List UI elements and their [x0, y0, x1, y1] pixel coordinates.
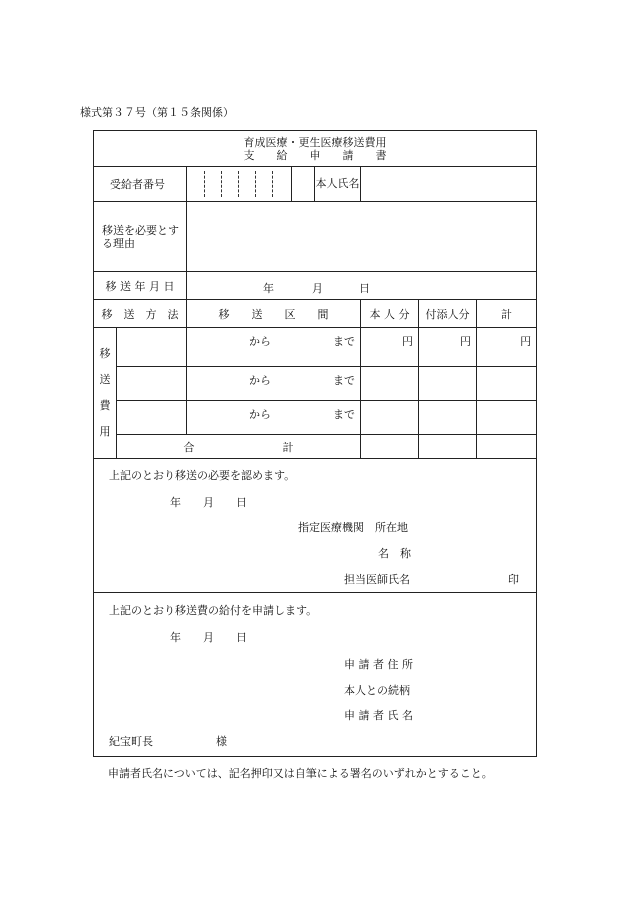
from-text: から: [249, 374, 271, 387]
total-amount-field[interactable]: [477, 401, 537, 435]
application-date[interactable]: 年 月 日: [170, 631, 247, 644]
total-amount-field[interactable]: [477, 367, 537, 401]
reason-field[interactable]: [187, 202, 537, 272]
form-number-label: 様式第３７号（第１５条関係）: [80, 106, 234, 119]
medical-certification-section: [94, 459, 537, 593]
section-field[interactable]: [187, 367, 361, 401]
name-label: 本人氏名: [314, 167, 360, 201]
application-section: [94, 593, 537, 757]
grand-total-attendant-field[interactable]: [419, 435, 477, 459]
grand-total-label: 合 計: [117, 435, 361, 459]
to-text: まで: [333, 374, 355, 387]
from-text: から: [249, 408, 271, 421]
transfer-date-label: 移 送 年 月 日: [94, 272, 187, 300]
from-text: から: [249, 335, 271, 348]
self-amount-field[interactable]: [361, 401, 419, 435]
recipient-number-check-box[interactable]: [291, 167, 314, 201]
form-title-line2: 支 給 申 請 書: [243, 148, 387, 162]
section-field[interactable]: [187, 401, 361, 435]
recipient-number-digit-boxes[interactable]: [187, 167, 291, 201]
seal-mark: 印: [508, 573, 519, 586]
method-field[interactable]: [117, 367, 187, 401]
grand-total-field[interactable]: [477, 435, 537, 459]
name-field[interactable]: [361, 167, 537, 202]
recipient-number-label: 受給者番号: [94, 167, 187, 202]
self-amount-field[interactable]: 円: [361, 328, 419, 367]
application-form-table: [93, 130, 537, 757]
attendant-amount-field[interactable]: [419, 401, 477, 435]
applicant-address-label: 申 請 者 住 所: [344, 658, 413, 671]
to-text: まで: [333, 408, 355, 421]
doctor-name-label: 担当医師氏名: [344, 573, 410, 586]
total-header: 計: [477, 300, 537, 328]
self-amount-field[interactable]: [361, 367, 419, 401]
reason-label: 移送を必要とする理由: [94, 202, 187, 272]
addressee-label: 紀宝町長: [109, 735, 153, 748]
date-year-label: 年: [263, 282, 274, 295]
attendant-amount-field[interactable]: [419, 367, 477, 401]
footnote: 申請者氏名については、記名押印又は自筆による署名のいずれかとすること。: [108, 767, 493, 780]
recipient-number-field[interactable]: [187, 167, 361, 202]
section-header: 移 送 区 間: [187, 300, 361, 328]
total-amount-field[interactable]: 円: [477, 328, 537, 367]
to-text: まで: [333, 335, 355, 348]
attendant-share-header: 付添人分: [419, 300, 477, 328]
certification-date[interactable]: 年 月 日: [170, 496, 247, 509]
method-header: 移 送 方 法: [94, 300, 187, 328]
relationship-label: 本人との続柄: [344, 684, 410, 697]
form-title: [94, 131, 537, 167]
honorific-label: 様: [216, 735, 227, 748]
transfer-date-field[interactable]: [187, 272, 537, 300]
application-statement: 上記のとおり移送費の給付を申請します。: [109, 604, 318, 617]
attendant-amount-field[interactable]: 円: [419, 328, 477, 367]
grand-total-self-field[interactable]: [361, 435, 419, 459]
transfer-expense-side-label: 移 送 費 用: [94, 328, 117, 459]
method-field[interactable]: [117, 401, 187, 435]
date-day-label: 日: [359, 282, 370, 295]
facility-address-label: 指定医療機関 所在地: [298, 521, 408, 534]
date-month-label: 月: [312, 282, 323, 295]
applicant-name-label: 申 請 者 氏 名: [344, 709, 413, 722]
certification-statement: 上記のとおり移送の必要を認めます。: [109, 469, 296, 482]
self-share-header: 本 人 分: [361, 300, 419, 328]
form-title-line1: 育成医療・更生医療移送費用: [243, 135, 387, 149]
method-field[interactable]: [117, 328, 187, 367]
section-field[interactable]: [187, 328, 361, 367]
facility-name-label: 名 称: [378, 547, 411, 560]
